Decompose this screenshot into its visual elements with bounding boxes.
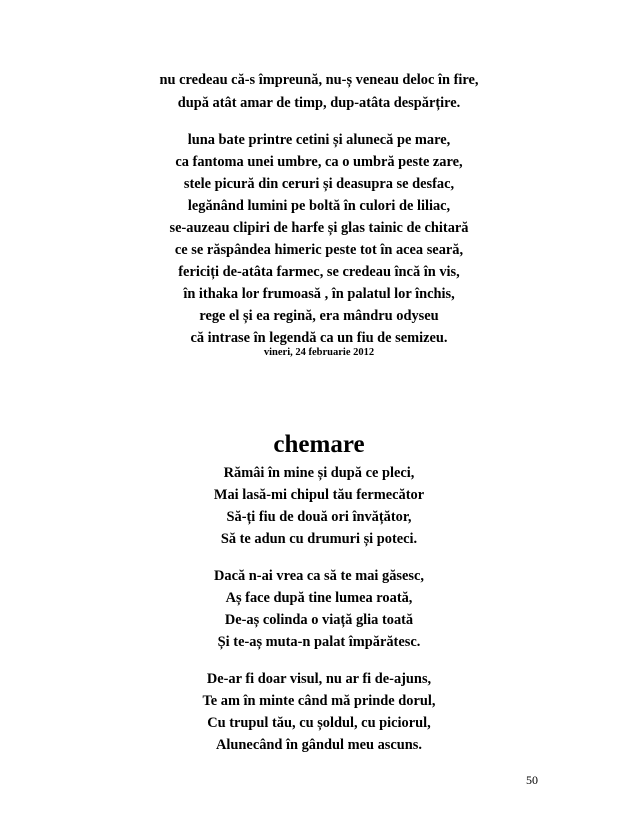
poem-line: Și te-aș muta-n palat împărătesc. <box>217 634 421 650</box>
poem-line: Dacă n-ai vrea ca să te mai găsesc, <box>214 568 424 584</box>
poem-line: Rămâi în mine și după ce pleci, <box>223 465 415 481</box>
poem-line: Să te adun cu drumuri și poteci. <box>220 531 418 547</box>
poem-line: ca fantoma unei umbre, ca o umbră peste zare, <box>175 154 463 170</box>
poem-line: în ithaka lor frumoasă , în palatul lor închis, <box>183 286 455 302</box>
poem-line: după atât amar de timp, dup-atâta despărțire. <box>177 95 461 111</box>
poem-line: Te am în minte când mă prinde dorul, <box>202 693 436 709</box>
page-number: 50 <box>526 773 538 787</box>
poem-line: luna bate printre cetini și alunecă pe mare, <box>187 132 451 148</box>
poem-line: legănând lumini pe boltă în culori de liliac, <box>187 198 451 214</box>
poem-line: Să-ți fiu de două ori învățător, <box>226 509 412 525</box>
poem-line: stele picură din ceruri și deasupra se desfac, <box>183 176 455 192</box>
poem-line: Cu trupul tău, cu șoldul, cu piciorul, <box>207 715 431 731</box>
poem-line: De-ar fi doar visul, nu ar fi de-ajuns, <box>206 671 432 687</box>
poem-date: vineri, 24 februarie 2012 <box>263 347 375 358</box>
poem-line: Mai lasă-mi chipul tău fermecător <box>213 487 425 503</box>
poem-line: Aș face după tine lumea roată, <box>225 590 413 606</box>
poem-title: chemare <box>273 431 365 458</box>
poem-line: Alunecând în gândul meu ascuns. <box>216 737 422 753</box>
poem-line: rege el și ea regină, era mândru odyseu <box>199 308 439 324</box>
poem-line: ce se răspândea himeric peste tot în acea seară, <box>174 242 464 258</box>
poem-line: De-aș colinda o viață glia toată <box>224 612 414 628</box>
poem-line: se-auzeau clipiri de harfe și glas tainic de chitară <box>169 220 469 236</box>
poem-line: fericiți de-atâta farmec, se credeau încă în vis, <box>178 264 460 280</box>
poem-line: că intrase în legendă ca un fiu de semizeu. <box>190 330 448 346</box>
poem-line: nu credeau că-s împreună, nu-ș veneau deloc în fire, <box>159 72 479 88</box>
